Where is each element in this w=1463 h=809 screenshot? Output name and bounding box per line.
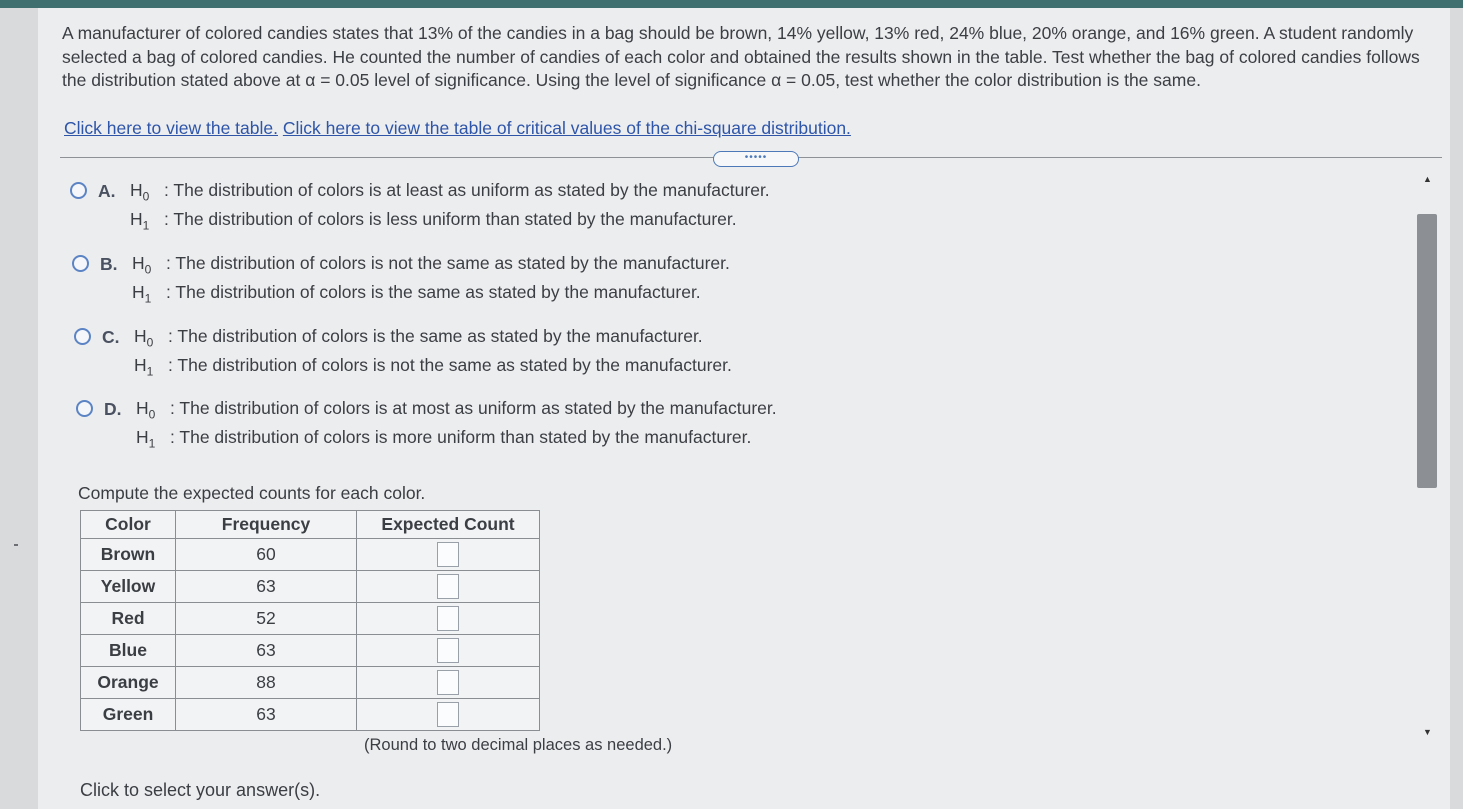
radio-d[interactable] — [76, 400, 93, 417]
table-row — [81, 635, 540, 667]
question-text: A manufacturer of colored candies states that 13% of the candies in a bag should be brown, 14% yellow, 13% red, 24% blue, 20% orange, and 16% green. A student randomly selected a bag of colored candies. He counted the number of candies of each color and obtained the results shown in the table. Test whether the bag of colored candies follows the distribution stated above at α = 0.05 level of significance. Using the level of significance α = 0.05, test whether the color distribution is the same. — [62, 23, 1420, 90]
header-frequency: Frequency — [176, 511, 357, 539]
option-c-h0: $H_0$ : The distribution of colors is the same as stated by the manufacturer. — [134, 326, 703, 350]
color-cell: Yellow — [81, 571, 176, 603]
radio-c[interactable] — [74, 328, 91, 345]
h0-symbol: $H_0$ — [132, 253, 152, 277]
table-row — [81, 699, 540, 731]
expected-green-input[interactable] — [437, 702, 459, 727]
radio-a[interactable] — [70, 182, 87, 199]
expected-brown-input[interactable] — [437, 542, 459, 567]
expected-count-cell — [357, 539, 540, 571]
color-cell: Orange — [81, 667, 176, 699]
table-row — [81, 603, 540, 635]
option-a-h0: $H_0$ : The distribution of colors is at least as uniform as stated by the manufacturer. — [130, 180, 770, 204]
expected-count-cell — [357, 699, 540, 731]
scroll-up-arrow-icon[interactable]: ▲ — [1423, 174, 1432, 184]
h1-symbol: $H_1$ — [130, 209, 150, 233]
h0-symbol: $H_0$ — [136, 398, 156, 422]
view-chi-square-table-link[interactable]: Click here to view the table of critical values of the chi-square distribution. — [282, 118, 851, 138]
expected-count-cell — [357, 571, 540, 603]
question-panel — [38, 8, 1450, 809]
color-cell: Blue — [81, 635, 176, 667]
color-cell: Brown — [81, 539, 176, 571]
expected-yellow-input[interactable] — [437, 574, 459, 599]
option-b-h0: $H_0$ : The distribution of colors is not the same as stated by the manufacturer. — [132, 253, 730, 277]
left-margin-mark — [14, 544, 18, 546]
color-cell: Green — [81, 699, 176, 731]
expected-count-table — [80, 510, 540, 731]
rounding-note: (Round to two decimal places as needed.) — [364, 736, 673, 754]
option-d-h1: $H_1$ : The distribution of colors is more uniform than stated by the manufacturer. — [136, 427, 752, 451]
frequency-cell: 63 — [176, 699, 357, 731]
view-table-link[interactable]: Click here to view the table. — [64, 118, 278, 138]
option-c-h1: $H_1$ : The distribution of colors is not the same as stated by the manufacturer. — [134, 355, 732, 379]
frequency-cell: 88 — [176, 667, 357, 699]
option-letter: A. — [98, 181, 116, 201]
h1-symbol: $H_1$ — [136, 427, 156, 451]
option-letter: C. — [102, 327, 120, 347]
option-a-h1: $H_1$ : The distribution of colors is less uniform than stated by the manufacturer. — [130, 209, 737, 233]
question-links — [64, 118, 851, 139]
top-bar — [0, 0, 1463, 8]
h1-symbol: $H_1$ — [134, 355, 154, 379]
table-row — [81, 667, 540, 699]
option-d-h0: $H_0$ : The distribution of colors is at most as uniform as stated by the manufacturer. — [136, 398, 777, 422]
divider-handle[interactable]: ••••• — [713, 151, 799, 167]
frequency-cell: 63 — [176, 571, 357, 603]
h0-symbol: $H_0$ — [130, 180, 150, 204]
color-cell: Red — [81, 603, 176, 635]
vertical-scrollbar[interactable] — [1416, 174, 1438, 744]
option-letter: D. — [104, 399, 122, 419]
expected-blue-input[interactable] — [437, 638, 459, 663]
frequency-cell: 60 — [176, 539, 357, 571]
option-letter: B. — [100, 254, 118, 274]
h1-symbol: $H_1$ — [132, 282, 152, 306]
expected-count-cell — [357, 667, 540, 699]
radio-b[interactable] — [72, 255, 89, 272]
frequency-cell: 52 — [176, 603, 357, 635]
scrollbar-thumb[interactable] — [1417, 214, 1437, 488]
expected-orange-input[interactable] — [437, 670, 459, 695]
compute-label: Compute the expected counts for each color. — [78, 483, 426, 503]
header-color: Color — [81, 511, 176, 539]
option-b-h1: $H_1$ : The distribution of colors is the same as stated by the manufacturer. — [132, 282, 701, 306]
h0-symbol: $H_0$ — [134, 326, 154, 350]
expected-red-input[interactable] — [437, 606, 459, 631]
table-row — [81, 571, 540, 603]
expected-count-cell — [357, 635, 540, 667]
footer-hint: Click to select your answer(s). — [80, 780, 321, 800]
scroll-down-arrow-icon[interactable]: ▼ — [1423, 727, 1432, 737]
header-expected-count: Expected Count — [357, 511, 540, 539]
expected-count-cell — [357, 603, 540, 635]
table-row — [81, 539, 540, 571]
frequency-cell: 63 — [176, 635, 357, 667]
